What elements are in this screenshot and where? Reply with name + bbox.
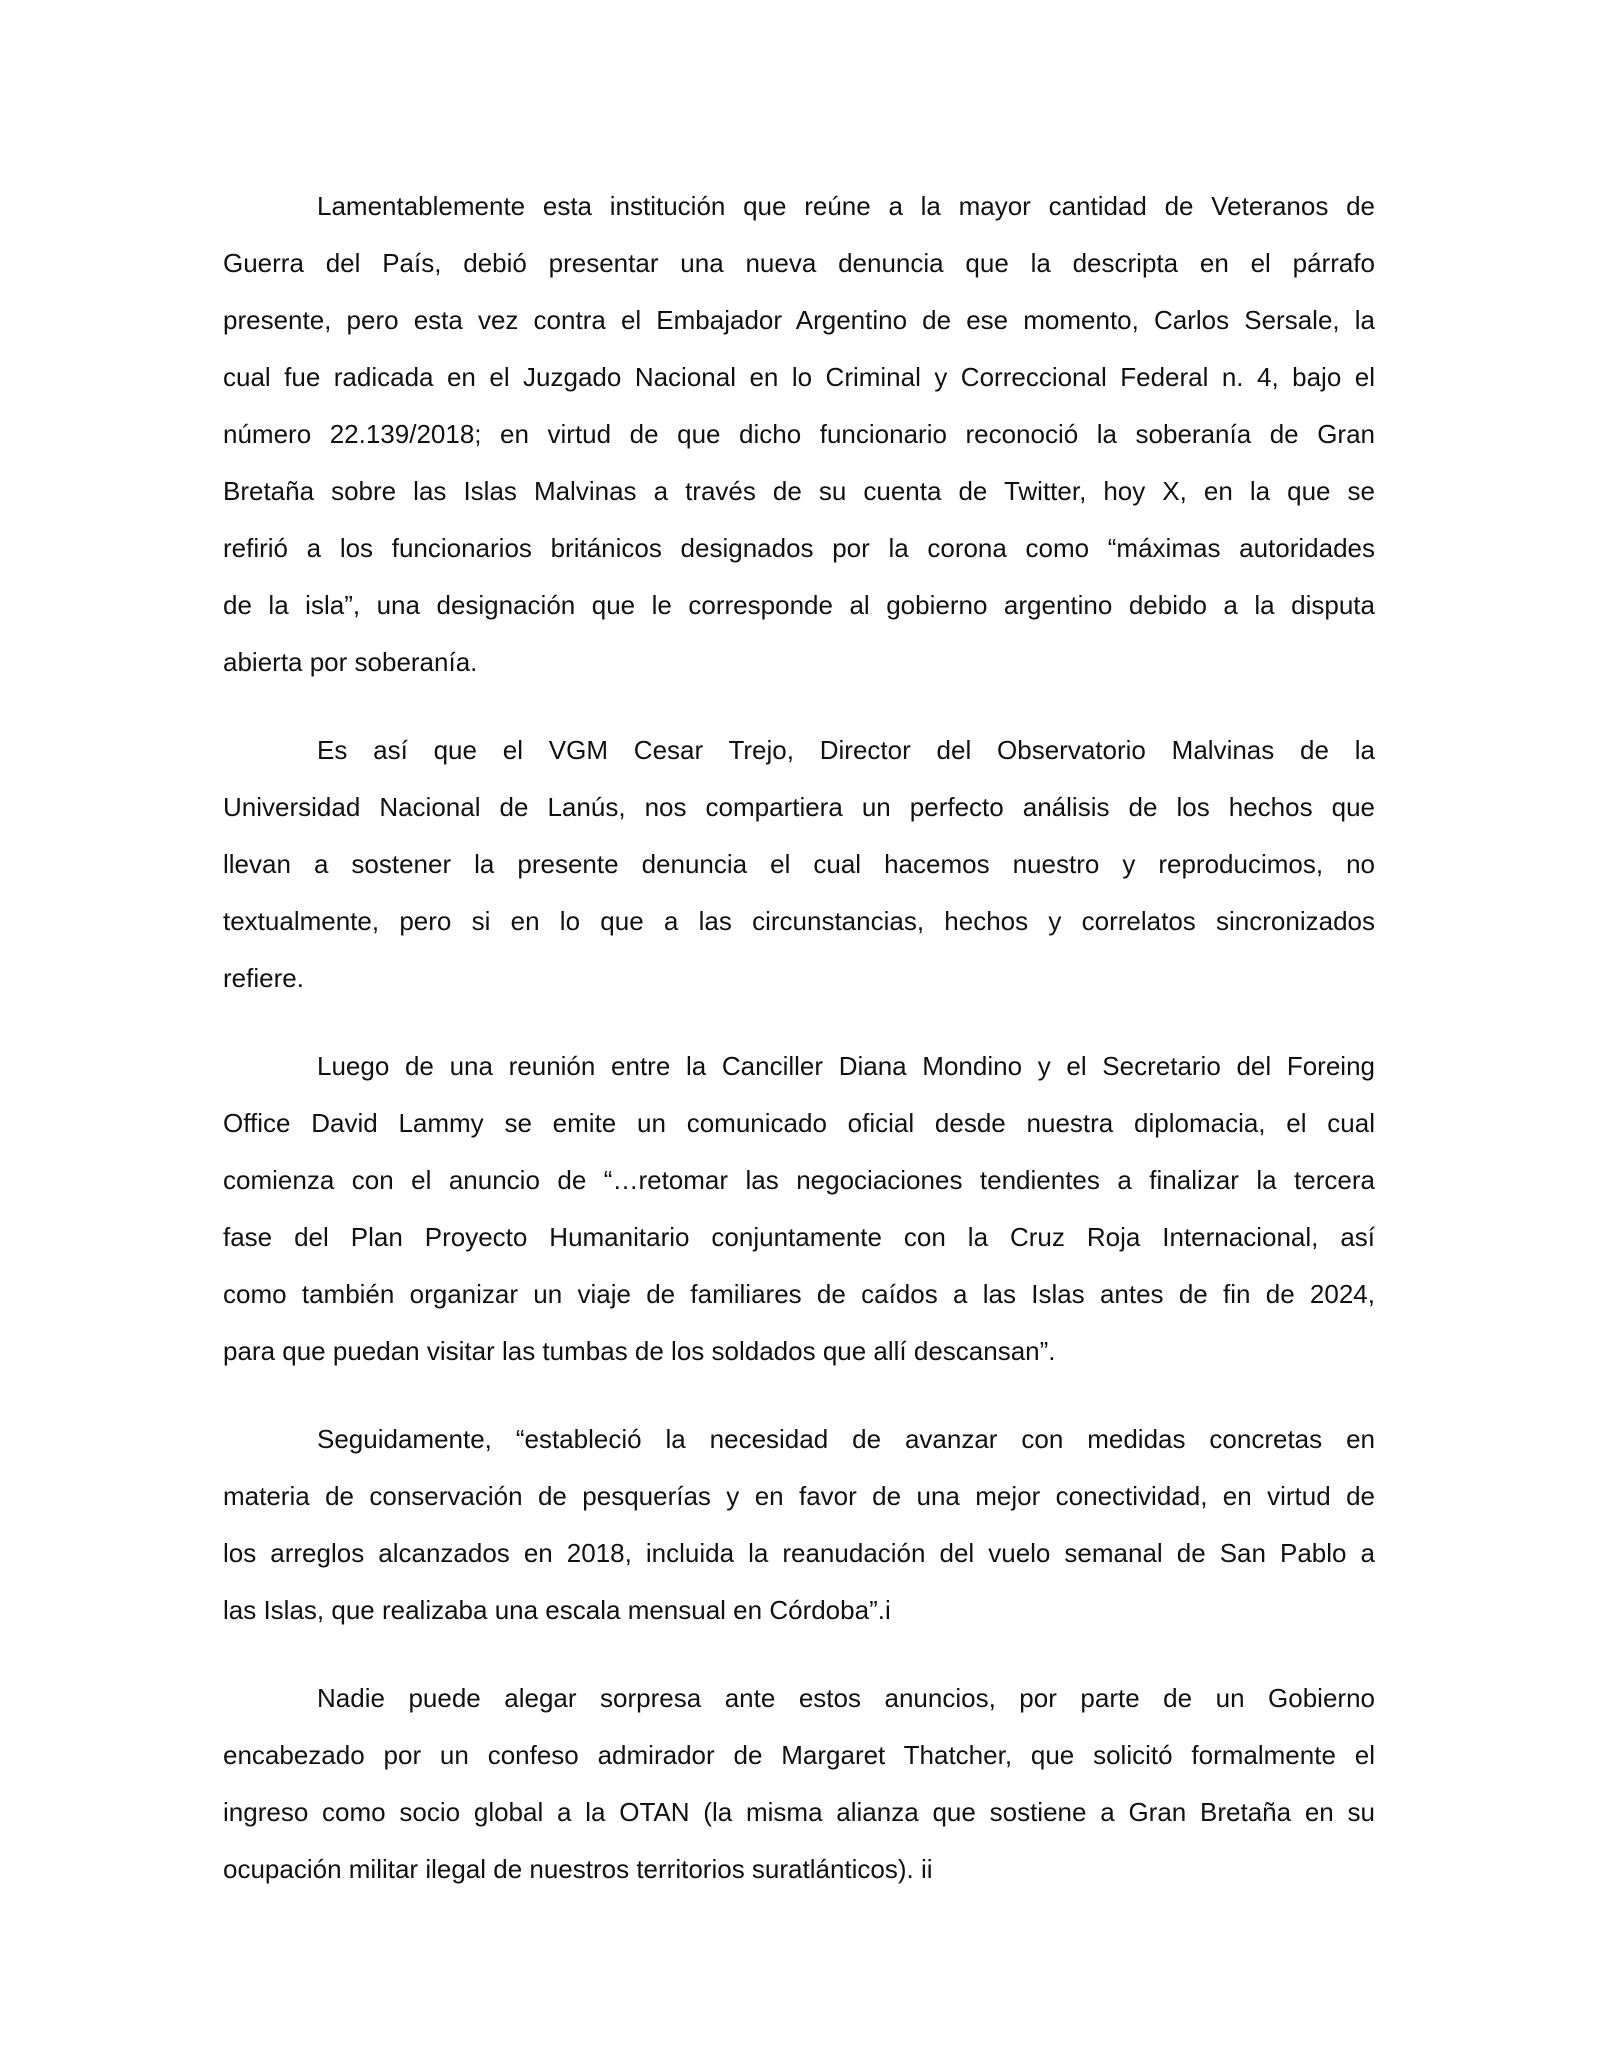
text-line: Guerra del País, debió presentar una nueva denuncia que la descripta en el párrafo [223, 248, 1375, 278]
text-line: Seguidamente, “estableció la necesidad de avanzar con medidas concretas en [317, 1424, 1375, 1454]
text-line: presente, pero esta vez contra el Embajador Argentino de ese momento, Carlos Sersale, la [223, 305, 1375, 335]
paragraph-4 [223, 1411, 1375, 1639]
paragraph-5 [223, 1670, 1375, 1898]
text-line: abierta por soberanía. [223, 647, 478, 677]
text-line: Luego de una reunión entre la Canciller Diana Mondino y el Secretario del Foreing [317, 1051, 1375, 1081]
text-line: cual fue radicada en el Juzgado Nacional en lo Criminal y Correccional Federal n. 4, bajo el [223, 362, 1375, 392]
text-line: Bretaña sobre las Islas Malvinas a través de su cuenta de Twitter, hoy X, en la que se [223, 476, 1375, 506]
text-line: de la isla”, una designación que le corresponde al gobierno argentino debido a la disputa [223, 590, 1375, 620]
paragraph-3 [223, 1038, 1375, 1380]
text-line: refirió a los funcionarios británicos designados por la corona como “máximas autoridades [223, 533, 1375, 563]
text-line: Lamentablemente esta institución que reúne a la mayor cantidad de Veteranos de [317, 191, 1375, 221]
text-line: encabezado por un confeso admirador de Margaret Thatcher, que solicitó formalmente el [223, 1740, 1375, 1770]
text-line: textualmente, pero si en lo que a las circunstancias, hechos y correlatos sincronizados [223, 906, 1375, 936]
text-line: como también organizar un viaje de familiares de caídos a las Islas antes de fin de 2024, [223, 1279, 1375, 1309]
text-line: las Islas, que realizaba una escala mensual en Córdoba”.i [223, 1595, 891, 1625]
text-line: ocupación militar ilegal de nuestros territorios suratlánticos). ii [223, 1854, 933, 1884]
text-line: comienza con el anuncio de “…retomar las negociaciones tendientes a finalizar la tercera [223, 1165, 1375, 1195]
paragraph-2 [223, 722, 1375, 1007]
text-line: materia de conservación de pesquerías y en favor de una mejor conectividad, en virtud de [223, 1481, 1375, 1511]
text-line: Office David Lammy se emite un comunicado oficial desde nuestra diplomacia, el cual [223, 1108, 1375, 1138]
text-line: Universidad Nacional de Lanús, nos compartiera un perfecto análisis de los hechos que [223, 792, 1375, 822]
text-line: los arreglos alcanzados en 2018, incluida la reanudación del vuelo semanal de San Pablo a [223, 1538, 1375, 1568]
text-line: para que puedan visitar las tumbas de los soldados que allí descansan”. [223, 1336, 1056, 1366]
body-text [223, 178, 1375, 1929]
text-line: llevan a sostener la presente denuncia el cual hacemos nuestro y reproducimos, no [223, 849, 1375, 879]
text-line: ingreso como socio global a la OTAN (la misma alianza que sostiene a Gran Bretaña en su [223, 1797, 1375, 1827]
text-line: refiere. [223, 963, 304, 993]
paragraph-1 [223, 178, 1375, 691]
text-line: Es así que el VGM Cesar Trejo, Director del Observatorio Malvinas de la [317, 735, 1375, 765]
text-line: fase del Plan Proyecto Humanitario conjuntamente con la Cruz Roja Internacional, así [223, 1222, 1375, 1252]
text-line: número 22.139/2018; en virtud de que dicho funcionario reconoció la soberanía de Gran [223, 419, 1375, 449]
text-line: Nadie puede alegar sorpresa ante estos anuncios, por parte de un Gobierno [317, 1683, 1375, 1713]
